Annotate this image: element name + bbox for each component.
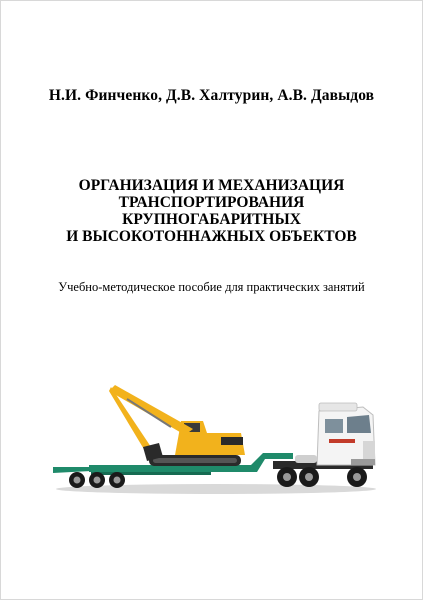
book-title [21,177,402,245]
trailer-wheels [69,472,125,488]
tractor-truck [273,403,375,469]
title-line-1: ОРГАНИЗАЦИЯ И МЕХАНИЗАЦИЯ [78,177,345,194]
ground-shadow [56,484,376,494]
author-names: Н.И. Финченко, Д.В. Халтурин, А.В. Давыдов [48,87,375,104]
truck-with-excavator-illustration [51,381,381,496]
book-subtitle: Учебно-методическое пособие для практических занятий [58,280,365,294]
title-line-2: ТРАНСПОРТИРОВАНИЯ [118,194,305,211]
excavator [109,385,245,466]
truck-wheels [277,467,367,487]
title-line-4: И ВЫСОКОТОННАЖНЫХ ОБЪЕКТОВ [66,228,357,245]
title-line-3: КРУПНОГАБАРИТНЫХ [122,211,301,228]
